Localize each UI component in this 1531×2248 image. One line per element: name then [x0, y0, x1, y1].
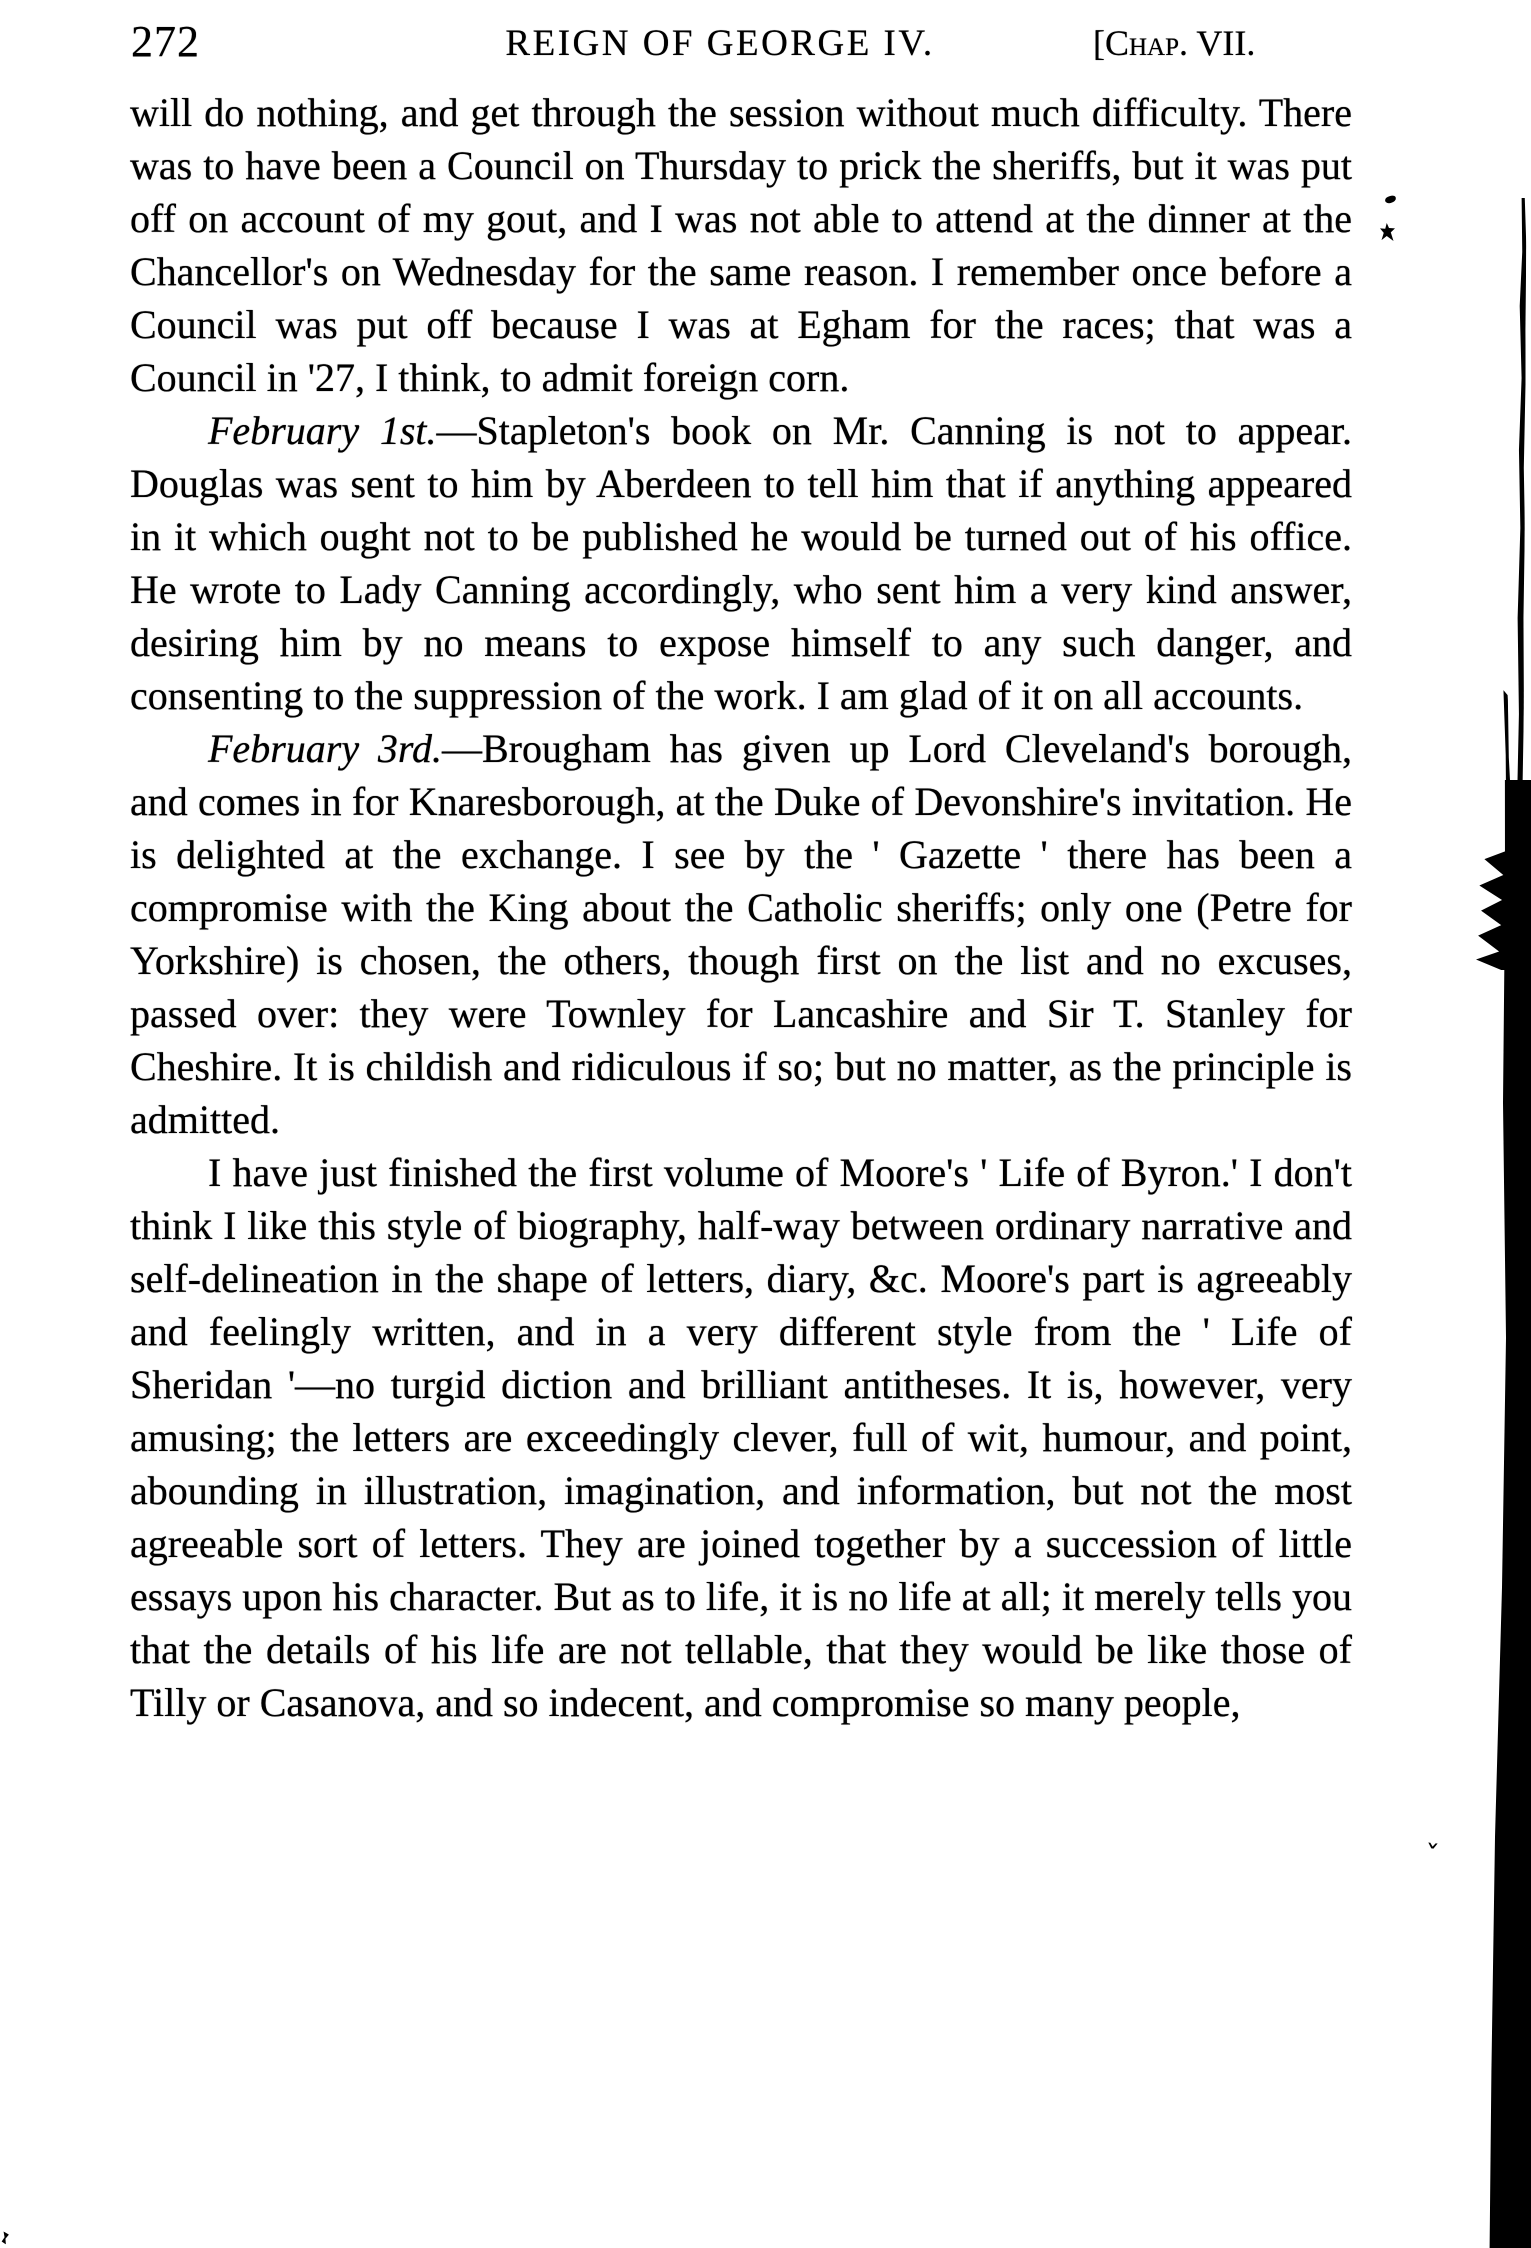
binding-shadow-line: [1514, 198, 1526, 798]
paragraph-text: I have just finished the first volume of Moore's ' Life of Byron.' I don't think I like this style of biography, half-way between ordinary narrative and self-delineation in the shape of letters, diary, &c. Moore's part is agreeably and feelingly written, and in a very different style from the ' Life of Sheridan '—no turgid diction and brilliant antitheses. It is, however, very amusing; the letters are exceedingly clever, full of wit, humour, and point, abounding in illustration, imagination, and information, but not the most agreeable sort of letters. They are joined together by a succession of little essays upon his character. But as to life, it is no life at all; it merely tells you that the details of his life are not tellable, that they would be like those of Tilly or Casanova, and so indecent, and compromise so many people,: [130, 1150, 1352, 1725]
chapter-heading: [Chap. VII.: [1093, 23, 1256, 63]
paragraph: [130, 722, 1352, 1146]
paragraph-text: —Stapleton's book on Mr. Canning is not to appear. Douglas was sent to him by Aberdeen to tell him that if anything appeared in it which ought not to be published he would be turned out of his office. He wrote to Lady Canning accordingly, who sent him a very kind answer, desiring him by no means to expose himself to any such danger, and consenting to the suppression of the work. I am glad of it on all accounts.: [130, 408, 1353, 718]
paragraph-lead: February 3rd.: [208, 726, 442, 771]
corner-ink-speck: [1, 2231, 10, 2244]
binding-shadow-band: [1486, 780, 1531, 2248]
margin-check-mark: ˇ: [1422, 1839, 1441, 1876]
paragraph: [130, 1146, 1352, 1729]
page-body: [130, 86, 1352, 1729]
paragraph-text: —Brougham has given up Lord Cleveland's borough, and comes in for Knaresborough, at the Duke of Devonshire's invitation. He is delighted at the exchange. I see by the ' Gazette ' there has been a compromise with the King about the Catholic sheriffs; only one (Petre for Yorkshire) is chosen, the others, though first on the list and no excuses, passed over: they were Townley for Lancashire and Sir T. Stanley for Cheshire. It is childish and ridiculous if so; but no matter, as the principle is admitted.: [130, 726, 1352, 1142]
running-title: REIGN OF GEORGE IV.: [505, 23, 935, 64]
paragraph-lead: February 1st.: [208, 408, 437, 453]
page-header: [0, 0, 1531, 70]
paragraph: [130, 404, 1352, 722]
paragraph: [130, 86, 1352, 404]
margin-ink-blot-star: [1380, 223, 1395, 241]
paragraph-text: will do nothing, and get through the session without much difficulty. There was to have been a Council on Thursday to prick the sheriffs, but it was put off on account of my gout, and I was not able to attend at the dinner at the Chancellor's on Wednesday for the same reason. I remember once before a Council was put off because I was at Egham for the races; that was a Council in '27, I think, to admit foreign corn.: [130, 90, 1352, 400]
page-number: 272: [131, 17, 200, 66]
margin-ink-blot: [1384, 195, 1396, 204]
